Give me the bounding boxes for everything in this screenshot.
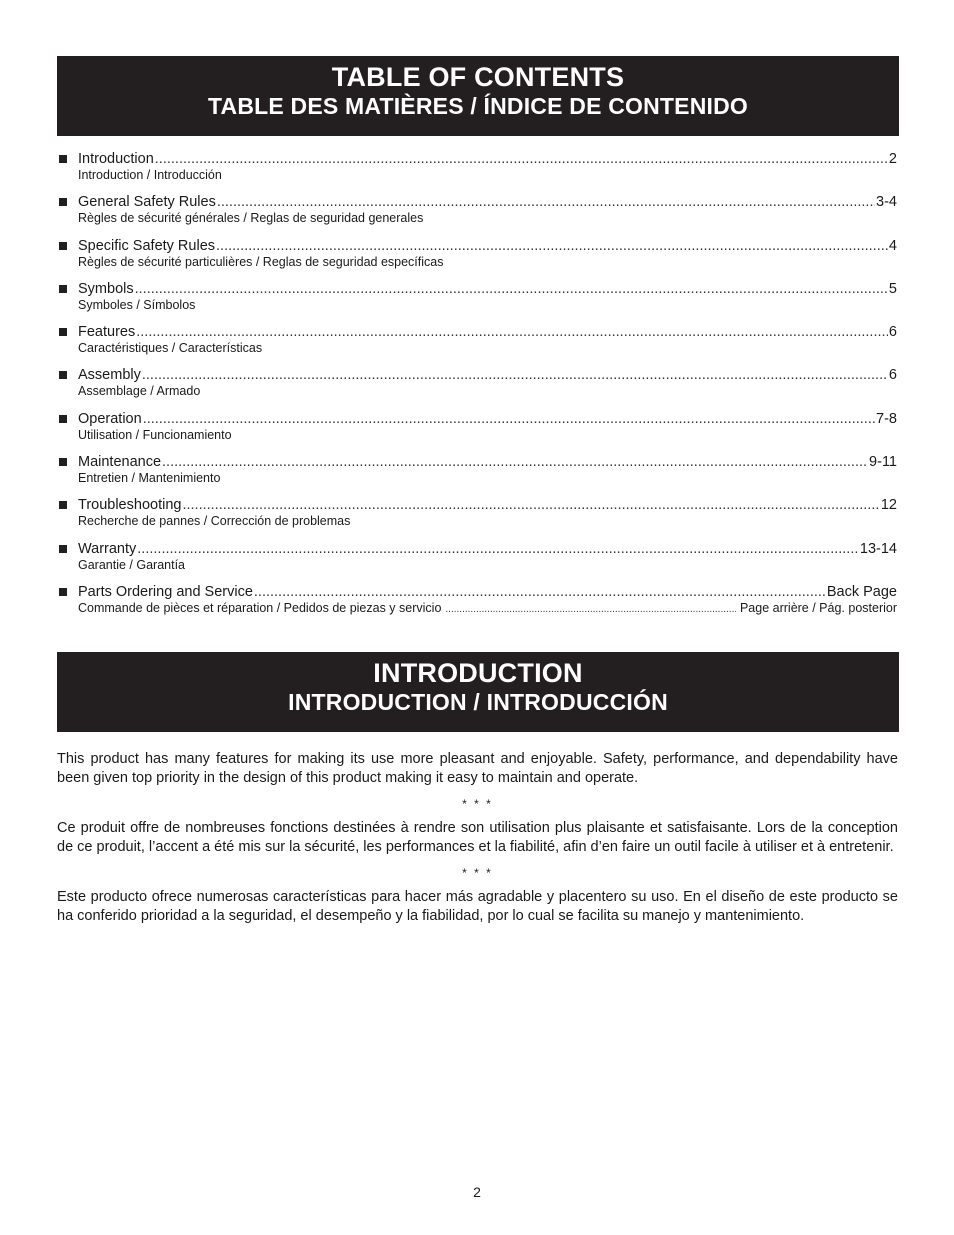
dot-leader	[143, 410, 875, 428]
toc-entry-page: 4	[888, 237, 897, 254]
intro-paragraph-spanish: Este producto ofrece numerosas características para hacer más agradable y placentero su uso. En el diseño de este producto se ha conferido prioridad a la seguridad, el desempeño y la fiabilidad, por lo cual se facilita su manejo y mantenimiento.	[57, 889, 898, 924]
toc-entry-title: Assembly	[78, 367, 141, 384]
introduction-body	[57, 750, 898, 925]
dot-leader	[182, 496, 879, 514]
dot-leader	[162, 453, 868, 471]
toc-entry-page: 2	[888, 151, 897, 167]
introduction-subtitle: INTRODUCTION / INTRODUCCIÓN	[288, 689, 668, 715]
toc-entry-page: 6	[888, 324, 897, 341]
toc-entry-introduction[interactable]	[57, 150, 897, 193]
square-bullet-icon	[59, 501, 67, 509]
intro-paragraph-french: Ce produit offre de nombreuses fonctions destinées à rendre son utilisation plus plaisante et satisfaisante. Lors de la conception de ce produit, l’accent a été mis sur la sécurité, les performances et la fiabilité, afin d’en faire un outil facile à utiliser et à entretenir.	[57, 820, 898, 855]
toc-entry-parts-ordering[interactable]	[57, 583, 897, 626]
page-number: 2	[473, 1184, 481, 1200]
toc-entry-maintenance[interactable]	[57, 453, 897, 496]
square-bullet-icon	[59, 155, 67, 163]
toc-entry-title: Specific Safety Rules	[78, 237, 216, 254]
dot-leader	[445, 602, 736, 618]
dot-leader	[142, 366, 888, 384]
toc-entry-title: Introduction	[78, 151, 154, 167]
intro-paragraph-english: This product has many features for making its use more pleasant and enjoyable. Safety, performance, and dependability have been given top priority in the design of this product making it easy to maintain and operate.	[57, 751, 898, 786]
square-bullet-icon	[59, 588, 67, 596]
toc-entry-page: 12	[880, 497, 897, 514]
toc-entry-translation: Garantie / Garantía	[78, 557, 186, 572]
toc-entry-title: General Safety Rules	[78, 194, 216, 211]
toc-entry-title: Troubleshooting	[78, 497, 182, 514]
toc-entry-translation: Introduction / Introducción	[78, 168, 222, 182]
toc-entry-features[interactable]	[57, 323, 897, 366]
square-bullet-icon	[59, 285, 67, 293]
toc-entry-translation: Règles de sécurité générales / Reglas de seguridad generales	[78, 211, 424, 226]
toc-entry-translation: Commande de pièces et réparation / Pedidos de piezas y servicio	[78, 600, 442, 615]
dot-leader	[254, 583, 826, 601]
toc-entry-translation: Recherche de pannes / Corrección de problemas	[78, 514, 351, 529]
separator: * * *	[462, 797, 493, 811]
toc-entry-page: 7-8	[876, 410, 897, 427]
toc-entry-warranty[interactable]	[57, 540, 897, 583]
square-bullet-icon	[59, 545, 67, 553]
toc-entry-translation: Entretien / Mantenimiento	[78, 471, 221, 486]
toc-entry-assembly[interactable]	[57, 366, 897, 409]
toc-entry-translation: Symboles / Símbolos	[78, 297, 196, 312]
toc-entry-general-safety-rules[interactable]	[57, 193, 897, 236]
square-bullet-icon	[59, 371, 67, 379]
toc-entry-page: 9-11	[869, 454, 897, 471]
toc-entry-page: 3-4	[876, 194, 897, 211]
square-bullet-icon	[59, 198, 67, 206]
toc-entry-translation: Règles de sécurité particulières / Reglas de seguridad específicas	[78, 254, 444, 269]
toc-entry-translation: Utilisation / Funcionamiento	[78, 427, 232, 442]
square-bullet-icon	[59, 328, 67, 336]
toc-entry-translation-page: Page arrière / Pág. posterior	[739, 600, 897, 615]
toc-entry-translation: Caractéristiques / Características	[78, 341, 263, 356]
dot-leader	[135, 280, 888, 298]
square-bullet-icon	[59, 242, 67, 250]
toc-entry-specific-safety-rules[interactable]	[57, 237, 897, 280]
toc-entry-symbols[interactable]	[57, 280, 897, 323]
toc-entry-troubleshooting[interactable]	[57, 496, 897, 539]
toc-entry-page: 13-14	[859, 540, 897, 557]
toc-entry-title: Parts Ordering and Service	[78, 583, 253, 600]
toc-entry-title: Operation	[78, 410, 142, 427]
toc-list	[57, 150, 897, 626]
dot-leader	[155, 150, 888, 168]
toc-entry-page: 5	[888, 280, 897, 297]
toc-title: TABLE OF CONTENTS	[331, 62, 625, 92]
square-bullet-icon	[59, 415, 67, 423]
dot-leader	[136, 323, 888, 341]
introduction-title: INTRODUCTION	[373, 658, 583, 688]
toc-entry-page: Back Page	[826, 583, 897, 600]
toc-entry-title: Warranty	[78, 540, 137, 557]
square-bullet-icon	[59, 458, 67, 466]
dot-leader	[137, 540, 859, 558]
toc-entry-page: 6	[888, 367, 897, 384]
separator: * * *	[462, 866, 493, 880]
toc-entry-operation[interactable]	[57, 410, 897, 453]
toc-header	[57, 56, 899, 136]
toc-entry-title: Symbols	[78, 280, 134, 297]
toc-entry-title: Maintenance	[78, 454, 162, 471]
dot-leader	[217, 193, 875, 211]
toc-entry-translation-row	[78, 600, 897, 618]
toc-entry-translation: Assemblage / Armado	[78, 384, 201, 399]
toc-entry-title: Features	[78, 324, 136, 341]
dot-leader	[216, 237, 888, 255]
introduction-header	[57, 652, 899, 732]
toc-subtitle: TABLE DES MATIÈRES / ÍNDICE DE CONTENIDO	[207, 93, 748, 119]
